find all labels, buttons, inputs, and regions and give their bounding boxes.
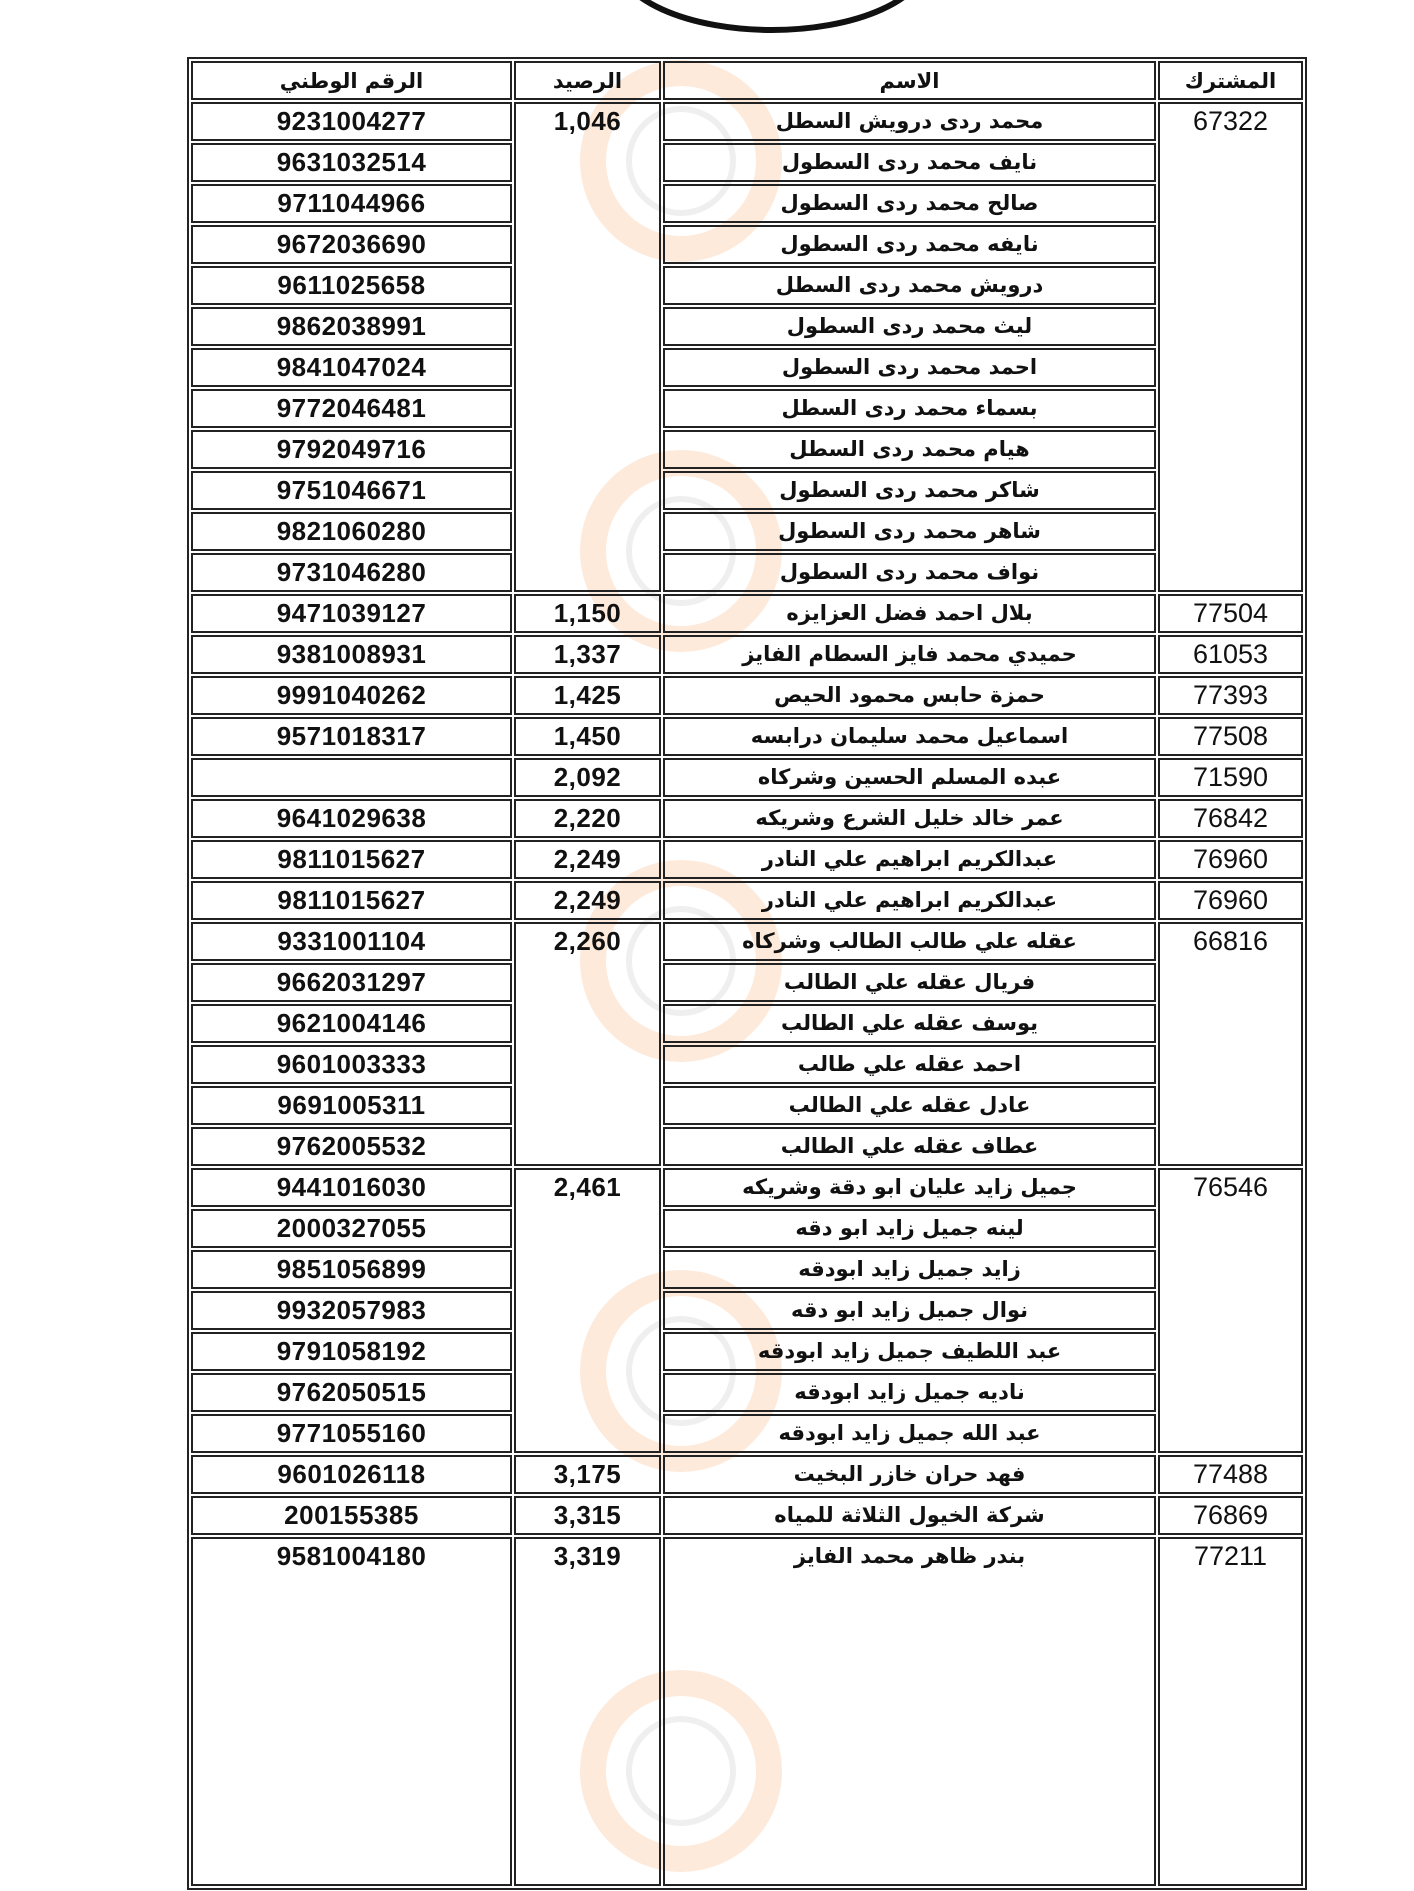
table-row: [191, 266, 1303, 305]
national-id-cell: 2000327055: [191, 1209, 512, 1248]
table-row: [191, 881, 1303, 920]
table-row: [191, 1291, 1303, 1330]
national-id-cell: 9821060280: [191, 512, 512, 551]
national-id-cell: 9571018317: [191, 717, 512, 756]
table-body: [191, 102, 1303, 1886]
table-row: [191, 963, 1303, 1002]
balance-cell: 2,249: [514, 840, 661, 879]
name-cell: بسماء محمد ردى السطل: [663, 389, 1156, 428]
balance-cell: 1,150: [514, 594, 661, 633]
national-id-cell: [191, 758, 512, 797]
subscriber-cell: 66816: [1158, 922, 1303, 1166]
name-cell: احمد محمد ردى السطول: [663, 348, 1156, 387]
balance-cell: 2,249: [514, 881, 661, 920]
table-row: [191, 1086, 1303, 1125]
national-id-cell: 9611025658: [191, 266, 512, 305]
table-row: [191, 635, 1303, 674]
table-row: [191, 840, 1303, 879]
national-id-cell: 9862038991: [191, 307, 512, 346]
name-cell: ليث محمد ردى السطول: [663, 307, 1156, 346]
subscriber-cell: 71590: [1158, 758, 1303, 797]
name-cell: اسماعيل محمد سليمان درابسه: [663, 717, 1156, 756]
table-row: [191, 1209, 1303, 1248]
table-row: [191, 1332, 1303, 1371]
header-subscriber: المشترك: [1158, 61, 1303, 100]
national-id-cell: 9811015627: [191, 840, 512, 879]
table-row: [191, 1168, 1303, 1207]
table-row: [191, 1373, 1303, 1412]
name-cell: هيام محمد ردى السطل: [663, 430, 1156, 469]
national-id-cell: 9711044966: [191, 184, 512, 223]
national-id-cell: 9441016030: [191, 1168, 512, 1207]
table-row: [191, 389, 1303, 428]
national-id-cell: 9771055160: [191, 1414, 512, 1453]
balance-cell: 2,092: [514, 758, 661, 797]
balance-cell: 1,337: [514, 635, 661, 674]
table-row: [191, 799, 1303, 838]
subscriber-cell: 77211: [1158, 1537, 1303, 1886]
balance-cell: 2,220: [514, 799, 661, 838]
subscriber-cell: 77393: [1158, 676, 1303, 715]
name-cell: بلال احمد فضل العزايزه: [663, 594, 1156, 633]
table-row: [191, 471, 1303, 510]
table-header-row: [191, 61, 1303, 100]
national-id-cell: 9601003333: [191, 1045, 512, 1084]
name-cell: احمد عقله علي طالب: [663, 1045, 1156, 1084]
table-row: [191, 1496, 1303, 1535]
subscribers-table: [187, 57, 1307, 1890]
name-cell: لينه جميل زايد ابو دقه: [663, 1209, 1156, 1248]
subscriber-cell: 76842: [1158, 799, 1303, 838]
national-id-cell: 9762005532: [191, 1127, 512, 1166]
name-cell: فهد حران خازر البخيت: [663, 1455, 1156, 1494]
table-row: [191, 348, 1303, 387]
table-row: [191, 922, 1303, 961]
table-row: [191, 676, 1303, 715]
balance-cell: 3,175: [514, 1455, 661, 1494]
name-cell: صالح محمد ردى السطول: [663, 184, 1156, 223]
name-cell: عبد اللطيف جميل زايد ابودقه: [663, 1332, 1156, 1371]
table-row: [191, 758, 1303, 797]
name-cell: عقله علي طالب الطالب وشركاه: [663, 922, 1156, 961]
national-id-cell: 9991040262: [191, 676, 512, 715]
name-cell: عبدالكريم ابراهيم علي النادر: [663, 881, 1156, 920]
name-cell: عبد الله جميل زايد ابودقه: [663, 1414, 1156, 1453]
balance-cell: 1,450: [514, 717, 661, 756]
name-cell: حميدي محمد فايز السطام الفايز: [663, 635, 1156, 674]
national-id-cell: 9841047024: [191, 348, 512, 387]
table-row: [191, 184, 1303, 223]
table-row: [191, 594, 1303, 633]
table-row: [191, 225, 1303, 264]
name-cell: جميل زايد عليان ابو دقة وشريكه: [663, 1168, 1156, 1207]
national-id-cell: 9331001104: [191, 922, 512, 961]
header-name: الاسم: [663, 61, 1156, 100]
subscriber-cell: 77488: [1158, 1455, 1303, 1494]
table-row: [191, 307, 1303, 346]
national-id-cell: 9471039127: [191, 594, 512, 633]
table-row: [191, 553, 1303, 592]
name-cell: شاهر محمد ردى السطول: [663, 512, 1156, 551]
national-id-cell: 9662031297: [191, 963, 512, 1002]
name-cell: نايفه محمد ردى السطول: [663, 225, 1156, 264]
balance-cell: 3,315: [514, 1496, 661, 1535]
national-id-cell: 9601026118: [191, 1455, 512, 1494]
subscriber-cell: 77504: [1158, 594, 1303, 633]
subscriber-cell: 76869: [1158, 1496, 1303, 1535]
national-id-cell: 9691005311: [191, 1086, 512, 1125]
national-id-cell: 9672036690: [191, 225, 512, 264]
balance-cell: 2,260: [514, 922, 661, 1166]
national-id-cell: 9791058192: [191, 1332, 512, 1371]
national-id-cell: 9851056899: [191, 1250, 512, 1289]
name-cell: محمد ردى درويش السطل: [663, 102, 1156, 141]
subscriber-cell: 61053: [1158, 635, 1303, 674]
name-cell: يوسف عقله علي الطالب: [663, 1004, 1156, 1043]
table-row: [191, 1045, 1303, 1084]
table-row: [191, 1414, 1303, 1453]
national-id-cell: 9932057983: [191, 1291, 512, 1330]
subscriber-cell: 76960: [1158, 881, 1303, 920]
national-id-cell: 9762050515: [191, 1373, 512, 1412]
name-cell: شاكر محمد ردى السطول: [663, 471, 1156, 510]
national-id-cell: 9231004277: [191, 102, 512, 141]
subscriber-cell: 76960: [1158, 840, 1303, 879]
table-row: [191, 1455, 1303, 1494]
top-oval-shape: [0, 0, 1414, 40]
table-row: [191, 102, 1303, 141]
table-row: [191, 1250, 1303, 1289]
subscriber-cell: 76546: [1158, 1168, 1303, 1453]
national-id-cell: 9811015627: [191, 881, 512, 920]
balance-cell: 3,319: [514, 1537, 661, 1886]
name-cell: عبده المسلم الحسين وشركاه: [663, 758, 1156, 797]
national-id-cell: 9381008931: [191, 635, 512, 674]
name-cell: فريال عقله علي الطالب: [663, 963, 1156, 1002]
table-row: [191, 1537, 1303, 1886]
name-cell: درويش محمد ردى السطل: [663, 266, 1156, 305]
subscriber-cell: 77508: [1158, 717, 1303, 756]
national-id-cell: 9641029638: [191, 799, 512, 838]
balance-cell: 1,046: [514, 102, 661, 592]
national-id-cell: 9731046280: [191, 553, 512, 592]
name-cell: شركة الخيول الثلاثة للمياه: [663, 1496, 1156, 1535]
header-balance: الرصيد: [514, 61, 661, 100]
header-national-id: الرقم الوطني: [191, 61, 512, 100]
national-id-cell: 9772046481: [191, 389, 512, 428]
balance-cell: 1,425: [514, 676, 661, 715]
table-row: [191, 1127, 1303, 1166]
subscriber-cell: 67322: [1158, 102, 1303, 592]
name-cell: زايد جميل زايد ابودقه: [663, 1250, 1156, 1289]
name-cell: بندر ظاهر محمد الفايز: [663, 1537, 1156, 1886]
name-cell: عطاف عقله علي الطالب: [663, 1127, 1156, 1166]
table-row: [191, 512, 1303, 551]
balance-cell: 2,461: [514, 1168, 661, 1453]
table-row: [191, 717, 1303, 756]
name-cell: عمر خالد خليل الشرع وشريكه: [663, 799, 1156, 838]
national-id-cell: 9581004180: [191, 1537, 512, 1886]
national-id-cell: 9792049716: [191, 430, 512, 469]
table-row: [191, 143, 1303, 182]
name-cell: عبدالكريم ابراهيم علي النادر: [663, 840, 1156, 879]
name-cell: عادل عقله علي الطالب: [663, 1086, 1156, 1125]
name-cell: نوال جميل زايد ابو دقه: [663, 1291, 1156, 1330]
name-cell: نواف محمد ردى السطول: [663, 553, 1156, 592]
national-id-cell: 9621004146: [191, 1004, 512, 1043]
national-id-cell: 200155385: [191, 1496, 512, 1535]
table-row: [191, 1004, 1303, 1043]
name-cell: حمزة حابس محمود الحيص: [663, 676, 1156, 715]
national-id-cell: 9751046671: [191, 471, 512, 510]
name-cell: نايف محمد ردى السطول: [663, 143, 1156, 182]
table-row: [191, 430, 1303, 469]
national-id-cell: 9631032514: [191, 143, 512, 182]
name-cell: ناديه جميل زايد ابودقه: [663, 1373, 1156, 1412]
